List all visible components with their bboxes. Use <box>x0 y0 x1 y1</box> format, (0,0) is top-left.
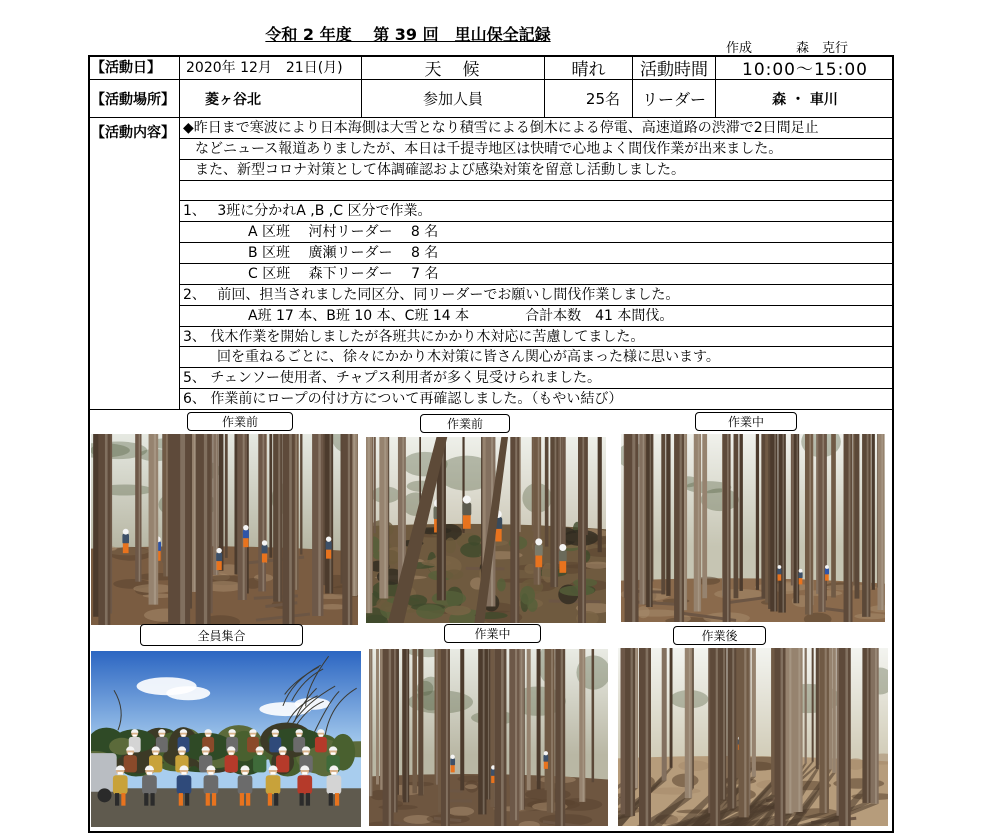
tree-trunk <box>510 649 519 820</box>
leader-value: 森 ・ 車川 <box>716 80 894 118</box>
forest-photo <box>366 437 606 623</box>
place-value: 菱ヶ谷北 <box>180 80 362 118</box>
worker-figure <box>543 751 548 769</box>
tree-trunk <box>844 434 853 622</box>
tree-trunk <box>325 434 333 594</box>
author-label: 作成 <box>726 41 753 56</box>
activity-line: A 区班 河村リーダー 8 名 <box>180 222 894 243</box>
tree-trunk <box>702 434 707 598</box>
tree-trunk <box>674 434 684 622</box>
tree-trunk <box>855 434 860 599</box>
tree-trunk <box>238 434 247 600</box>
tree-trunk <box>383 649 394 826</box>
tree-trunk <box>739 648 749 817</box>
tree-trunk <box>816 648 819 769</box>
tree-trunk <box>379 437 388 598</box>
document-title: 令和 2 年度 第 39 回 里山保全記録 <box>265 25 551 44</box>
tree-trunk <box>196 434 211 625</box>
tree-trunk <box>832 648 836 773</box>
activity-line: B 区班 廣瀬リーダー 8 名 <box>180 243 894 264</box>
activity-line: などニュース報道ありましたが、本日は千提寺地区は快晴で心地よく間伐作業が出来ました。 <box>180 139 894 160</box>
tree-trunk <box>694 434 701 612</box>
leader-label: リーダー <box>633 80 716 118</box>
tree-trunk <box>418 649 423 796</box>
photo-during-work-2 <box>369 649 608 826</box>
tree-trunk <box>135 434 141 582</box>
group-photo <box>91 651 361 827</box>
tree-trunk <box>812 648 814 762</box>
worker-figure <box>243 525 249 547</box>
tree-trunk <box>562 437 566 547</box>
tree-trunk <box>494 649 506 826</box>
tree-trunk <box>98 434 110 625</box>
photo-caption: 作業前 <box>187 412 293 431</box>
tree-trunk <box>412 649 417 793</box>
tree-trunk <box>168 434 190 625</box>
tree-trunk <box>578 437 586 623</box>
tree-trunk <box>877 434 884 610</box>
forest-photo <box>369 649 608 826</box>
tree-trunk <box>793 648 802 812</box>
tree-trunk <box>225 434 228 558</box>
tree-trunk <box>770 434 777 611</box>
tree-trunk <box>871 648 879 804</box>
tree-trunk <box>300 434 302 555</box>
tree-trunk <box>547 649 555 813</box>
tree-trunk <box>460 649 464 790</box>
tree-trunk <box>661 434 665 594</box>
tree-trunk <box>778 434 786 613</box>
activity-line: C 区班 森下リーダー 7 名 <box>180 264 894 285</box>
tree-trunk <box>666 434 670 596</box>
tree-trunk <box>639 434 645 605</box>
worker-figure <box>798 569 802 585</box>
worker-figure <box>326 536 332 558</box>
photo-caption: 作業中 <box>444 624 541 643</box>
tree-trunk <box>639 648 651 826</box>
participants-label: 参加人員 <box>362 80 545 118</box>
tree-trunk <box>441 649 450 826</box>
activity-line: 3、 伐木作業を開始しましたが各班共にかかり木対応に苦慮してました。 <box>180 327 894 348</box>
activity-line: 回を重ねるごとに、徐々にかかり木対策に皆さん関心が高まった様に思います。 <box>180 347 894 368</box>
activity-line: 2、 前回、担当されました同区分、同リーダーでお願いし間伐作業しました。 <box>180 285 894 306</box>
tree-trunk <box>646 434 652 607</box>
tree-trunk <box>312 434 323 616</box>
tree-trunk <box>685 648 692 798</box>
activity-lines <box>180 118 894 410</box>
worker-figure <box>262 540 268 562</box>
tree-trunk <box>727 648 736 808</box>
photo-before-work-1 <box>91 434 358 625</box>
photo-before-work-2 <box>366 437 606 623</box>
tree-trunk <box>831 434 836 598</box>
forest-photo <box>91 434 358 625</box>
photo-group <box>91 651 361 827</box>
tree-trunk <box>625 648 635 816</box>
tree-trunk <box>839 648 851 826</box>
tree-trunk <box>734 434 739 598</box>
photo-caption: 全員集合 <box>140 624 303 646</box>
worker-figure <box>450 755 455 773</box>
hours-value: 10:00～15:00 <box>716 55 894 80</box>
weather-value: 晴れ <box>545 55 633 80</box>
tree-trunk <box>537 649 541 789</box>
tree-trunk <box>376 649 379 784</box>
activity-line: 1、 3班に分かれA ,B ,C 区分で作業。 <box>180 201 894 222</box>
tree-trunk <box>510 437 519 623</box>
tree-trunk <box>478 649 486 814</box>
photo-during-work-1 <box>621 434 885 622</box>
tree-trunk <box>872 434 875 590</box>
tree-trunk <box>805 648 807 763</box>
activity-line: A班 17 本、B班 10 本、C班 14 本 合計本数 41 本間伐。 <box>180 306 894 327</box>
tree-trunk <box>805 434 813 615</box>
tree-trunk <box>592 649 595 782</box>
tree-trunk <box>527 649 531 790</box>
tree-trunk <box>793 434 799 603</box>
tree-trunk <box>273 434 282 602</box>
tree-trunk <box>283 434 295 625</box>
tree-trunk <box>818 434 825 612</box>
tree-trunk <box>545 437 549 547</box>
tree-trunk <box>598 437 602 552</box>
tree-trunk <box>862 648 870 803</box>
worker-figure <box>825 565 829 581</box>
tree-trunk <box>149 434 159 605</box>
participants-value: 25名 <box>545 80 633 118</box>
tree-trunk <box>756 434 759 590</box>
worker-figure <box>535 538 543 567</box>
date-label: 【活動日】 <box>88 55 180 80</box>
photo-caption: 作業中 <box>695 412 797 431</box>
tree-trunk <box>739 434 742 591</box>
author-line <box>726 37 848 56</box>
worker-figure <box>559 544 567 573</box>
tree-trunk <box>403 649 409 802</box>
worker-figure <box>122 529 129 553</box>
photo-caption: 作業前 <box>420 414 510 433</box>
tree-trunk <box>532 437 534 531</box>
activity-label: 【活動内容】 <box>88 118 180 410</box>
tree-trunk <box>269 434 272 558</box>
forest-photo <box>618 648 888 826</box>
activity-line: 5、 チェンソー使用者、チャプス利用者が多く見受けられました。 <box>180 368 894 389</box>
tree-trunk <box>752 648 756 777</box>
forest-photo <box>621 434 885 622</box>
activity-line: また、新型コロナ対策として体調確認および感染対策を留意し活動しました。 <box>180 160 894 181</box>
hours-label: 活動時間 <box>633 55 716 80</box>
date-value: 2020年 12月 21日(月) <box>180 55 362 80</box>
worker-figure <box>777 565 781 581</box>
activity-line: ◆昨日まで寒波により日本海側は大雪となり積雪による倒木による停電、高速道路の渋滞で2日間足止 <box>180 118 894 139</box>
tree-trunk <box>723 434 731 622</box>
activity-line <box>180 181 894 202</box>
photo-caption: 作業後 <box>673 626 766 645</box>
author-name: 森 克行 <box>796 41 849 56</box>
tree-trunk <box>163 434 169 576</box>
tree-trunk <box>625 434 639 622</box>
place-label: 【活動場所】 <box>88 80 180 118</box>
tree-trunk <box>829 648 832 769</box>
tree-trunk <box>670 648 673 768</box>
photo-after-work <box>618 648 888 826</box>
tree-trunk <box>579 649 585 802</box>
tree-trunk <box>550 437 558 587</box>
tree-trunk <box>819 648 829 813</box>
tree-trunk <box>775 648 786 826</box>
worker-figure <box>216 548 222 570</box>
tree-trunk <box>862 434 870 617</box>
tree-trunk <box>710 648 720 826</box>
tree-trunk <box>258 434 266 591</box>
weather-label: 天 候 <box>362 55 545 80</box>
activity-line: 6、 作業前にロープの付け方について再確認しました。（もやい結び） <box>180 389 894 410</box>
tree-trunk <box>374 437 376 533</box>
tree-trunk <box>555 649 565 826</box>
ground <box>91 788 361 827</box>
worker-figure <box>462 495 471 528</box>
tree-trunk <box>342 434 352 625</box>
tree-trunk <box>662 648 667 781</box>
